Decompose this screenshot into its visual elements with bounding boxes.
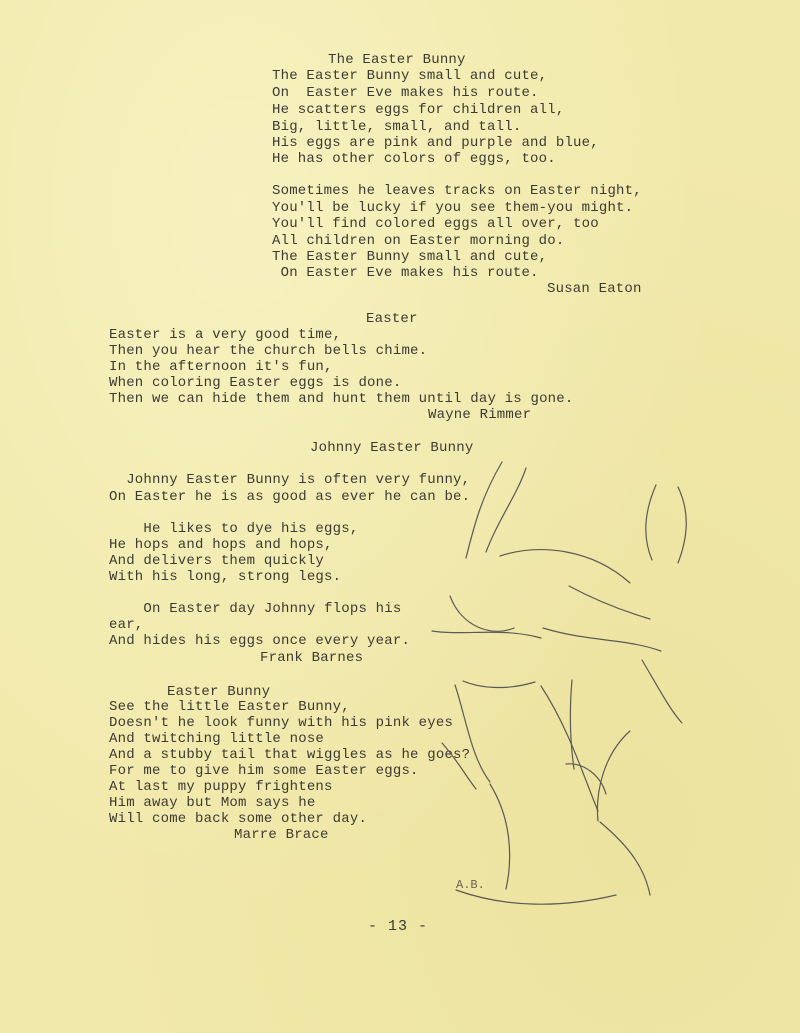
poem-line: Big, little, small, and tall.	[272, 119, 522, 135]
poem-line: You'll find colored eggs all over, too	[272, 216, 599, 232]
poem-author: Susan Eaton	[547, 281, 642, 297]
poem-line: Sometimes he leaves tracks on Easter night,	[272, 183, 642, 199]
poem-line: At last my puppy frightens	[109, 779, 333, 795]
poem-line: He scatters eggs for children all,	[272, 102, 565, 118]
poem-line: His eggs are pink and purple and blue,	[272, 135, 599, 151]
poem-title-the-easter-bunny: The Easter Bunny	[328, 52, 466, 68]
poem-line: You'll be lucky if you see them-you might.	[272, 200, 634, 216]
poem-title-easter: Easter	[366, 311, 418, 327]
poem-line: When coloring Easter eggs is done.	[109, 375, 402, 391]
poem-line: Easter is a very good time,	[109, 327, 342, 343]
poem-line: Johnny Easter Bunny is often very funny,	[109, 472, 471, 488]
poem-line: The Easter Bunny small and cute,	[272, 249, 548, 265]
poem-line: All children on Easter morning do.	[272, 233, 565, 249]
poem-line: With his long, strong legs.	[109, 569, 342, 585]
poem-line: Then we can hide them and hunt them until day is gone.	[109, 391, 574, 407]
poem-line: On Easter Eve makes his route.	[272, 265, 539, 281]
poem-line: On Easter he is as good as ever he can be.	[109, 489, 471, 505]
poem-author: Marre Brace	[234, 827, 329, 843]
drawing-signature: A.B.	[456, 878, 485, 892]
poem-line: In the afternoon it's fun,	[109, 359, 333, 375]
poem-line: And a stubby tail that wiggles as he goes?	[109, 747, 471, 763]
poem-line: Him away but Mom says he	[109, 795, 316, 811]
poem-line: ear,	[109, 617, 144, 633]
poem-line: He hops and hops and hops,	[109, 537, 333, 553]
poem-line: And hides his eggs once every year.	[109, 633, 411, 649]
poem-line: And twitching little nose	[109, 731, 325, 747]
poem-author: Wayne Rimmer	[428, 407, 532, 423]
poem-line: The Easter Bunny small and cute,	[272, 68, 548, 84]
easter-bunny-pencil-drawing	[420, 440, 710, 920]
poem-author: Frank Barnes	[260, 650, 364, 666]
poem-title-johnny-easter-bunny: Johnny Easter Bunny	[310, 440, 474, 456]
poem-line: On Easter Eve makes his route.	[272, 85, 539, 101]
poem-line: On Easter day Johnny flops his	[109, 601, 402, 617]
poem-line: Will come back some other day.	[109, 811, 368, 827]
poem-line: Doesn't he look funny with his pink eyes	[109, 715, 454, 731]
poem-line: For me to give him some Easter eggs.	[109, 763, 419, 779]
poem-line: Then you hear the church bells chime.	[109, 343, 428, 359]
page-number: - 13 -	[368, 918, 429, 935]
poem-line: See the little Easter Bunny,	[109, 699, 350, 715]
poem-line: He has other colors of eggs, too.	[272, 151, 556, 167]
poem-title-easter-bunny: Easter Bunny	[167, 684, 271, 700]
poem-line: And delivers them quickly	[109, 553, 325, 569]
poem-line: He likes to dye his eggs,	[109, 521, 359, 537]
